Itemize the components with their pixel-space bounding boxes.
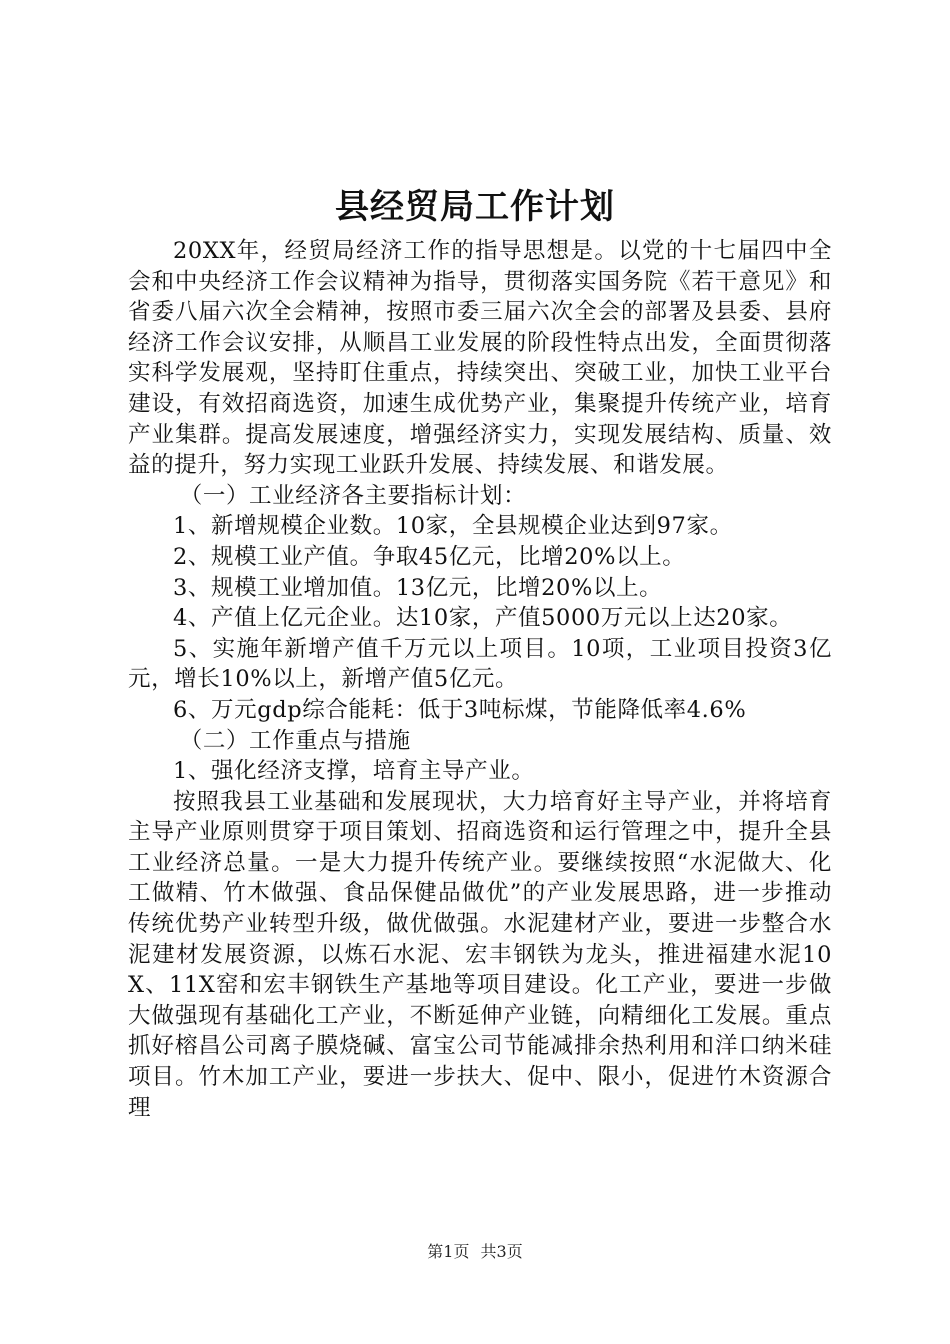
document-body xyxy=(128,236,832,1123)
paragraph-intro: 20XX年，经贸局经济工作的指导思想是。以党的十七届四中全会和中央经济工作会议精神为指导，贯彻落实国务院《若干意见》和省委八届六次全会精神，按照市委三届六次全会的部署及县委、县府经济工作会议安排，从顺昌工业发展的阶段性特点出发，全面贯彻落实科学发展观，坚持盯住重点，持续突出、突破工业，加快工业平台建设，有效招商选资，加速生成优势产业，集聚提升传统产业，培育产业集群。提高发展速度，增强经济实力，实现发展结构、质量、效益的提升，努力实现工业跃升发展、持续发展、和谐发展。 xyxy=(128,238,832,479)
list-item-indicator-4: 4、产值上亿元企业。达10家，产值5000万元以上达20家。 xyxy=(173,605,793,632)
document-title: 县经贸局工作计划 xyxy=(335,187,615,227)
paragraph-measure-detail: 按照我县工业基础和发展现状，大力培育好主导产业，并将培育主导产业原则贯穿于项目策划、招商选资和运行管理之中，提升全县工业经济总量。一是大力提升传统产业。要继续按照“水泥做大、化工做精、竹木做强、食品保健品做优”的产业发展思路，进一步推动传统优势产业转型升级，做优做强。水泥建材产业，要进一步整合水泥建材发展资源，以炼石水泥、宏丰钢铁为龙头，推进福建水泥10X、11X窑和宏丰钢铁生产基地等项目建设。化工产业，要进一步做大做强现有基础化工产业，不断延伸产业链，向精细化工发展。重点抓好榕昌公司离子膜烧碱、富宝公司节能减排余热利用和洋口纳米硅项目。竹木加工产业，要进一步扶大、促中、限小，促进竹木资源合理 xyxy=(128,788,832,1121)
list-item-indicator-6: 6、万元gdp综合能耗：低于3吨标煤，节能降低率4.6% xyxy=(173,696,747,723)
section-heading-measures: （二）工作重点与措施 xyxy=(179,727,411,754)
page-footer xyxy=(0,1240,950,1264)
section-heading-indicators: （一）工业经济各主要指标计划： xyxy=(179,482,527,509)
list-item-indicator-2: 2、规模工业产值。争取45亿元，比增20%以上。 xyxy=(173,543,686,570)
page-total: 共3页 xyxy=(480,1242,523,1261)
page-number: 第1页 xyxy=(427,1242,470,1261)
list-item-indicator-3: 3、规模工业增加值。13亿元，比增20%以上。 xyxy=(173,574,663,601)
list-item-indicator-5: 5、实施年新增产值千万元以上项目。10项，工业项目投资3亿元，增长10%以上，新增产值5亿元。 xyxy=(128,635,832,693)
list-item-measure-1: 1、强化经济支撑，培育主导产业。 xyxy=(173,758,535,785)
list-item-indicator-1: 1、新增规模企业数。10家，全县规模企业达到97家。 xyxy=(173,513,733,540)
